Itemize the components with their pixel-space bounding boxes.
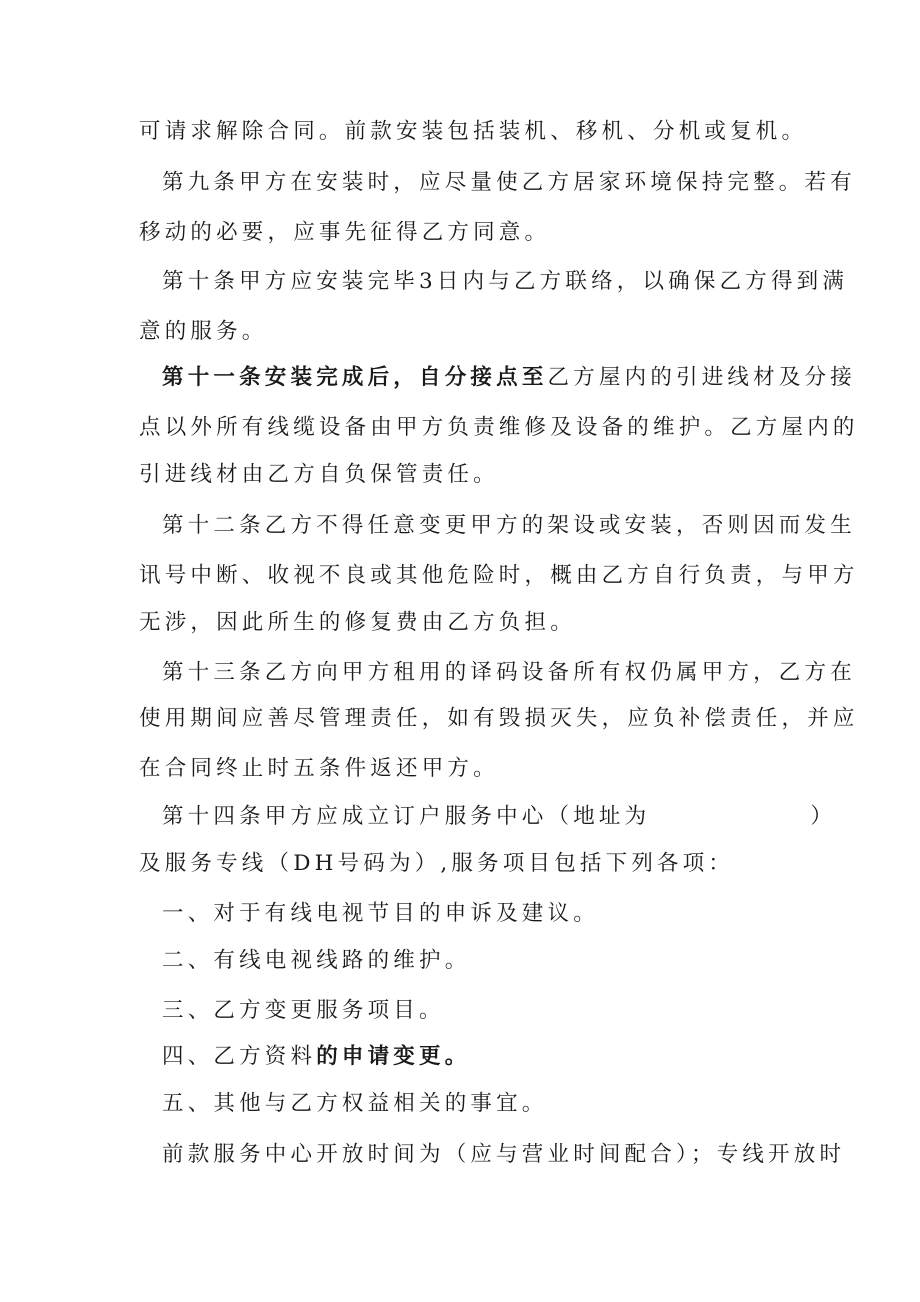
clause-11-line	[162, 365, 856, 390]
list-item: 一、对于有线电视节目的申诉及建议。	[162, 901, 599, 926]
text-line: 在合同终止时五条件返还甲方。	[139, 756, 499, 781]
text-segment: 乙方屋内的引进线材及分接	[547, 365, 856, 390]
text-line: 及服务专线（DH号码为）,服务项目包括下列各项：	[139, 851, 735, 876]
clause-13-line: 第十三条乙方向甲方租用的译码设备所有权仍属甲方，乙方在	[162, 660, 856, 685]
text-line: 引进线材由乙方自负保管责任。	[139, 462, 499, 487]
text-line: 前款服务中心开放时间为（应与营业时间配合）；专线开放时	[162, 1142, 846, 1167]
clause-12-line: 第十二条乙方不得任意变更甲方的架设或安装，否则因而发生	[162, 513, 856, 538]
text-line: 讯号中断、收视不良或其他危险时，概由乙方自行负责，与甲方	[139, 563, 859, 588]
text-segment-bold: 第十一条安装完成后，	[162, 365, 420, 390]
text-line: 意的服务。	[139, 319, 268, 344]
clause-10-line: 第十条甲方应安装完毕3日内与乙方联络，以确保乙方得到满	[162, 269, 849, 294]
clause-9-line: 第九条甲方在安装时，应尽量使乙方居家环境保持完整。若有	[162, 170, 856, 195]
text-line: 移动的必要，应事先征得乙方同意。	[139, 220, 551, 245]
list-item: 二、有线电视线路的维护。	[162, 948, 471, 973]
text-line: 点以外所有线缆设备由甲方负责维修及设备的维护。乙方屋内的	[139, 415, 859, 440]
clause-14-line	[162, 804, 837, 829]
text-segment-bold: 自分接点至	[419, 365, 548, 390]
text-line: 无涉，因此所生的修复费由乙方负担。	[139, 610, 576, 635]
text-line: 可请求解除合同。前款安装包括装机、移机、分机或复机。	[139, 119, 808, 144]
text-segment-bold: 的申请变更。	[316, 1044, 471, 1069]
list-item	[162, 1046, 822, 1068]
text-segment: 四、乙方资料	[162, 1044, 317, 1069]
list-item: 五、其他与乙方权益相关的事宜。	[162, 1091, 548, 1116]
text-line: 使用期间应善尽管理责任，如有毁损灭失，应负补偿责任，并应	[139, 706, 859, 731]
text-segment: ）	[810, 804, 837, 829]
list-item: 三、乙方变更服务项目。	[162, 998, 445, 1023]
text-segment: 第十四条甲方应成立订户服务中心（地址为	[162, 804, 651, 829]
